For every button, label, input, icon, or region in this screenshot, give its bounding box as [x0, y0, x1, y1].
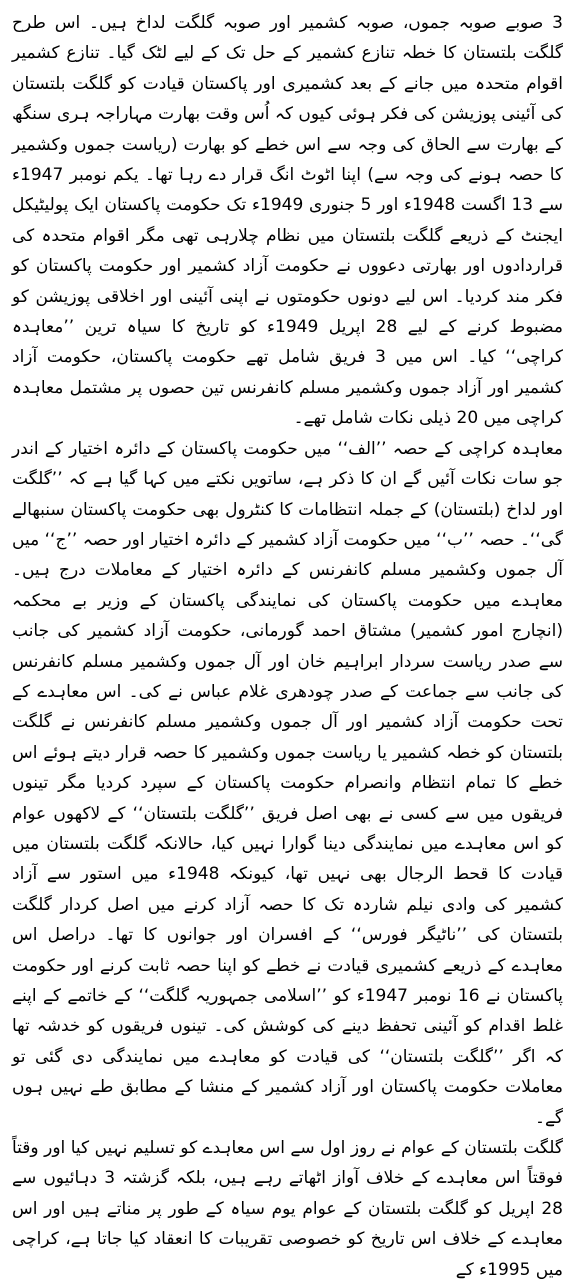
paragraph-public-rejection: گلگت بلتستان کے عوام نے روز اول سے اس معاہدے کو تسلیم نہیں کیا اور وقتاً فوقتاً اس معاہدے کے خلاف آواز اٹھاتے رہے ہیں، بلکہ گزشتہ 3 دہائیوں سے 28 اپریل کو گلگت بلتستان کے عوام یوم سیاہ کے طور پر مناتے ہیں اور اس معاہدے کے خلاف اس تاریخ کو خصوصی تقریبات کا انعقاد کیا جاتا ہے، کراچی میں 1995ء کے: [12, 1138, 563, 1280]
paragraph-agreement-sections: معاہدہ کراچی کے حصہ ’’الف‘‘ میں حکومت پاکستان کے دائرہ اختیار کے اندر جو سات نکات آئیں گے ان کا ذکر ہے، ساتویں نکتے میں کہا گیا ہے کہ ’’گلگت اور لداخ (بلتستان) کے جملہ انتظامات کا کنٹرول بھی حکومت پاکستان سنبھالے گی‘‘۔ حصہ ’’ب‘‘ میں حکومت آزاد کشمیر کے دائرہ اختیار اور حصہ ’’ج‘‘ میں آل جموں وکشمیر مسلم کانفرنس کے دائرہ اختیار کے معاملات درج ہیں۔ معاہدے میں حکومت پاکستان کی نمایندگی پاکستان کے وزیر بے محکمہ (انچارج امور کشمیر) مشتاق احمد گورمانی، حکومت آزاد کشمیر کی جانب سے صدر ریاست سردار ابراہیم خان اور آل جموں وکشمیر مسلم کانفرنس کی جانب سے جماعت کے صدر چودھری غلام عباس نے کی۔ اس معاہدے کے تحت حکومت آزاد کشمیر اور آل جموں وکشمیر مسلم کانفرنس نے گلگت بلتستان کو خطہ کشمیر یا ریاست جموں وکشمیر کا حصہ قرار دیتے ہوئے اس خطے کا تمام انتظام وانصرام حکومت پاکستان کے سپرد کردیا مگر تینوں فریقوں میں سے کسی نے بھی اصل فریق ’’گلگت بلتستان‘‘ کے لاکھوں عوام کو اس معاہدے میں نمایندگی دینا گوارا نہیں کیا، حالانکہ گلگت بلتستان میں قیادت کا قحط الرجال بھی نہیں تھا، کیونکہ 1948ء میں استور سے آزاد کشمیر کی وادی نیلم شاردہ تک کا حصہ آزاد کرنے میں اصل کردار گلگت بلتستان کی ’’ناٹیگر فورس‘‘ کے افسران اور جوانوں کا تھا۔ دراصل اس معاہدے کے ذریعے کشمیری قیادت نے خطے کو اپنا حصہ ثابت کرنے اور حکومت پاکستان نے 16 نومبر 1947ء کو ’’اسلامی جمہوریہ گلگت‘‘ کے خاتمے کے اپنے غلط اقدام کو آئینی تحفظ دینے کی کوشش کی۔ تینوں فریقوں کو خدشہ تھا کہ اگر ’’گلگت بلتستان‘‘ کی قیادت کو معاہدے میں نمایندگی دی گئی تو معاملات حکومت پاکستان اور آزاد کشمیر کے منشا کے مطابق طے نہیں ہوں گے۔: [12, 438, 564, 1128]
paragraph-karachi-agreement-background: 3 صوبے صوبہ جموں، صوبہ کشمیر اور صوبہ گلگت لداخ ہیں۔ اس طرح گلگت بلتستان کا خطہ تنازع کشمیر کے حل تک کے لیے لٹک گیا۔ تنازع کشمیر اقوام متحدہ میں جانے کے بعد کشمیری اور پاکستان قیادت کو گلگت بلتستان کی آئینی پوزیشن کی فکر ہوئی کیوں کہ اُس وقت بھارت مہاراجہ ہری سنگھ کے بھارت سے الحاق کی وجہ سے اس خطے کو بھارت (ریاست جموں وکشمیر کا حصہ ہونے کی وجہ سے) اپنا اٹوٹ انگ قرار دے رہا تھا۔ یکم نومبر 1947ء سے 13 اگست 1948ء اور 5 جنوری 1949ء تک حکومت پاکستان ایک پولیٹیکل ایجنٹ کے ذریعے گلگت بلتستان میں نظام چلارہی تھی مگر اقوام متحدہ کی قراردادوں اور بھارتی دعووں نے حکومت آزاد کشمیر اور حکومت پاکستان کو فکر مند کردیا۔ اس لیے دونوں حکومتوں نے اپنی آئینی اور اخلاقی پوزیشن کو مضبوط کرنے کے لیے 28 اپریل 1949ء کو تاریخ کا سیاہ ترین ’’معاہدہ کراچی‘‘ کیا۔ اس میں 3 فریق شامل تھے حکومت پاکستان، حکومت آزاد کشمیر اور آزاد جموں وکشمیر مسلم کانفرنس تین حصوں پر مشتمل معاہدہ کراچی میں 20 ذیلی نکات شامل تھے۔: [12, 13, 564, 429]
